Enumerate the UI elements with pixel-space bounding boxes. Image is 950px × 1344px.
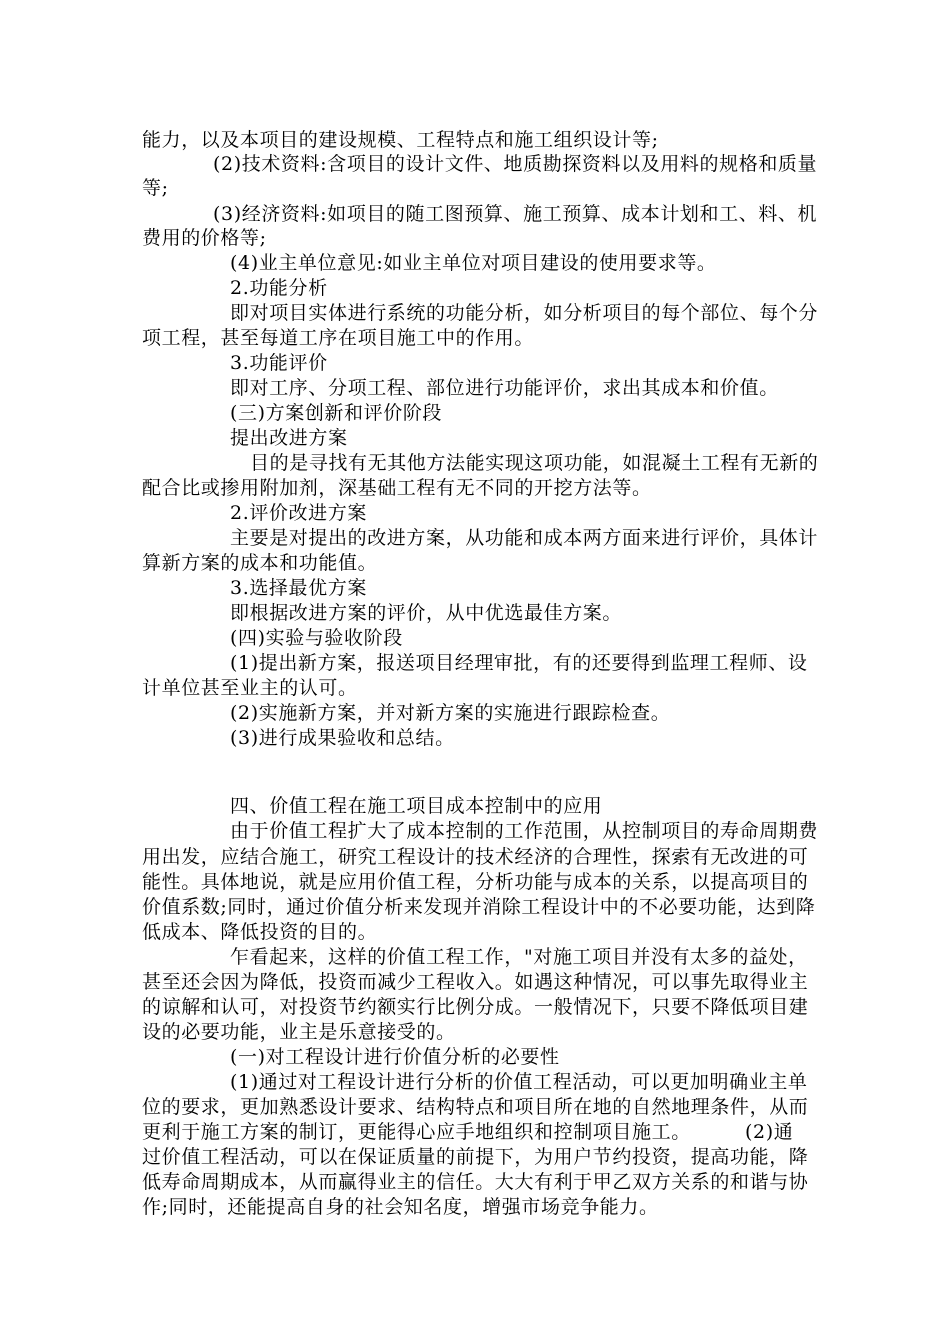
text-line: 更利于施工方案的制订，更能得心应手地组织和控制项目施工。 <box>142 1121 691 1143</box>
text-line: 设的必要功能，业主是乐意接受的。 <box>142 1021 456 1043</box>
text-line: 价值系数;同时，通过价值分析来发现并消除工程设计中的不必要功能，达到降 <box>142 896 816 918</box>
text-line: 即根据改进方案的评价，从中优选最佳方案。 <box>230 602 623 624</box>
text-line: 位的要求，更加熟悉设计要求、结构特点和项目所在地的自然地理条件，从而 <box>142 1096 809 1118</box>
text-line: (1)通过对工程设计进行分析的价值工程活动，可以更加明确业主单 <box>230 1071 808 1093</box>
text-line: 配合比或掺用附加剂，深基础工程有无不同的开挖方法等。 <box>142 477 652 499</box>
text-line: (2)实施新方案，并对新方案的实施进行跟踪检查。 <box>230 702 671 724</box>
text-line: 低寿命周期成本，从而赢得业主的信任。大大有利于甲乙双方关系的和谐与协 <box>142 1171 809 1193</box>
text-line: 计单位甚至业主的认可。 <box>142 677 358 699</box>
text-line: 能力，以及本项目的建设规模、工程特点和施工组织设计等; <box>142 129 659 151</box>
text-line: 费用的价格等; <box>142 227 267 249</box>
text-line: (4)业主单位意见:如业主单位对项目建设的使用要求等。 <box>230 252 717 274</box>
text-line: 由于价值工程扩大了成本控制的工作范围，从控制项目的寿命周期费 <box>230 820 819 842</box>
text-line: 乍看起来，这样的价值工程工作，"对施工项目并没有太多的益处， <box>230 946 808 968</box>
text-line-fragment: (2)通 <box>745 1121 794 1143</box>
text-line: 即对项目实体进行系统的功能分析，如分析项目的每个部位、每个分 <box>230 302 819 324</box>
section-heading: 提出改进方案 <box>230 427 348 449</box>
text-line: (2)技术资料:含项目的设计文件、地质勘探资料以及用料的规格和质量 <box>213 153 818 175</box>
text-line: 过价值工程活动，可以在保证质量的前提下，为用户节约投资，提高功能，降 <box>142 1146 809 1168</box>
text-line: 低成本、降低投资的目的。 <box>142 921 378 943</box>
section-heading: 3.功能评价 <box>230 352 328 374</box>
text-line: 作;同时，还能提高自身的社会知名度，增强市场竞争能力。 <box>142 1196 659 1218</box>
text-line: 甚至还会因为降低，投资而减少工程收入。如遇这种情况，可以事先取得业主 <box>142 971 809 993</box>
text-line: (3)进行成果验收和总结。 <box>230 727 455 749</box>
section-heading: 2.功能分析 <box>230 277 328 299</box>
text-line: 用出发，应结合施工，研究工程设计的技术经济的合理性，探索有无改进的可 <box>142 846 809 868</box>
text-line: 算新方案的成本和功能值。 <box>142 552 378 574</box>
section-heading: (四)实验与验收阶段 <box>230 627 403 649</box>
text-line: 项工程，甚至每道工序在项目施工中的作用。 <box>142 327 535 349</box>
section-heading: 四、价值工程在施工项目成本控制中的应用 <box>230 795 603 817</box>
text-line: (1)提出新方案，报送项目经理审批，有的还要得到监理工程师、设 <box>230 652 808 674</box>
text-line: 等; <box>142 177 169 199</box>
section-heading: 3.选择最优方案 <box>230 577 367 599</box>
section-heading: (三)方案创新和评价阶段 <box>230 402 443 424</box>
text-line: 的谅解和认可，对投资节约额实行比例分成。一般情况下，只要不降低项目建 <box>142 996 809 1018</box>
text-line: 即对工序、分项工程、部位进行功能评价，求出其成本和价值。 <box>230 377 779 399</box>
text-line: 能性。具体地说，就是应用价值工程，分析功能与成本的关系，以提高项目的 <box>142 871 809 893</box>
text-line: (3)经济资料:如项目的随工图预算、施工预算、成本计划和工、料、机 <box>213 203 818 225</box>
section-heading: 2.评价改进方案 <box>230 502 367 524</box>
text-line: 主要是对提出的改进方案，从功能和成本两方面来进行评价，具体计 <box>230 527 819 549</box>
text-line: 目的是寻找有无其他方法能实现这项功能，如混凝土工程有无新的 <box>250 452 819 474</box>
section-heading: (一)对工程设计进行价值分析的必要性 <box>230 1046 560 1068</box>
